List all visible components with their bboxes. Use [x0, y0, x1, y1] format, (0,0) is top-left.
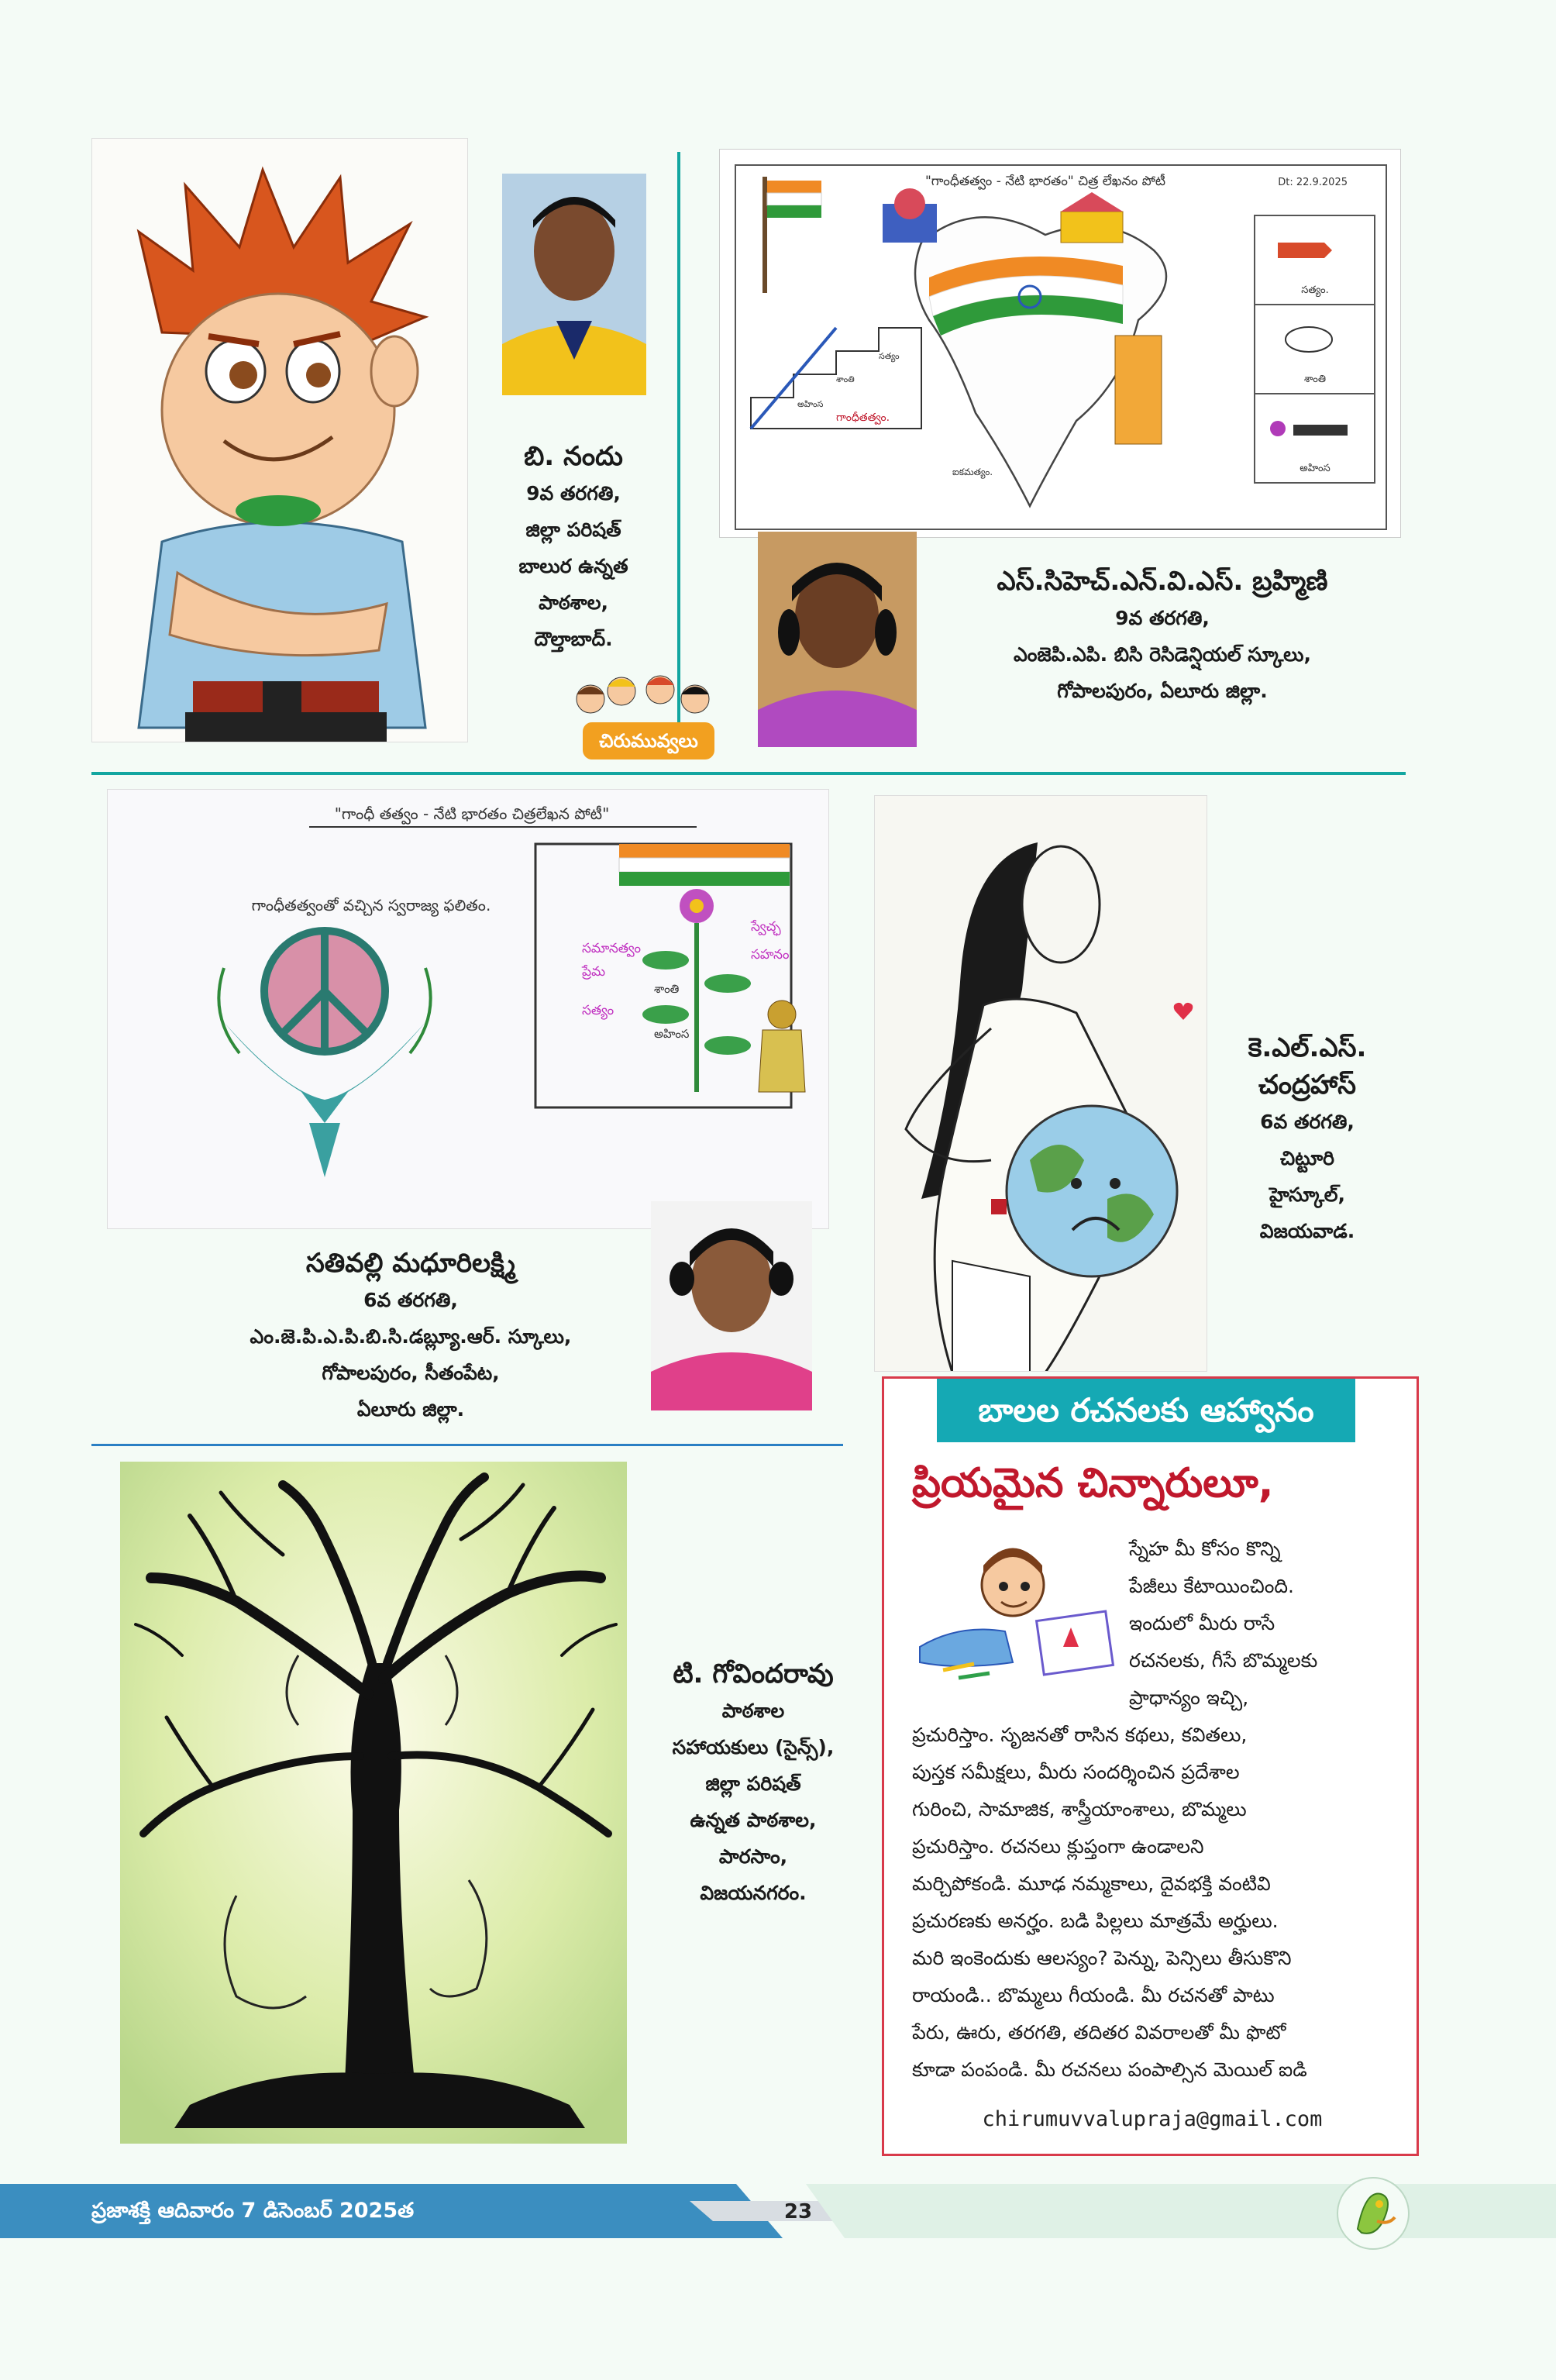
invitation-email[interactable]: chirumuvvalupraja@gmail.com — [982, 2107, 1323, 2131]
d2-sign: అహింస — [1300, 463, 1331, 474]
caption-nandu: బి. నందు 9వ తరగతి, జిల్లా పరిషత్ బాలుర ఉన్నత పాఠశాల, దౌల్తాబాద్. — [496, 438, 651, 657]
invitation-title: ప్రియమైన చిన్నారులూ, — [912, 1460, 1274, 1507]
student-name: కె.ఎల్.ఎస్. — [1248, 1032, 1367, 1063]
caption-brahmini: ఎస్.సిహెచ్.ఎన్.వి.ఎస్. బ్రహ్మిణి 9వ తరగతి, ఎంజెపి.ఎపి. బిసి రెసిడెన్షియల్ స్కూలు, గోపాలపురం, ఏలూరు జిల్లా. — [945, 563, 1379, 709]
drawing-gandhi-peace — [107, 789, 829, 1229]
d3-word: సమానత్వం — [582, 941, 641, 956]
drawing-cartoon-boy — [91, 138, 468, 742]
d3-word: స్వేచ్ఛ — [751, 919, 781, 935]
student-photo-madhuri — [651, 1201, 812, 1410]
student-photo-nandu — [502, 174, 646, 395]
section-logo — [567, 668, 722, 766]
d2-map-label: అహింస — [797, 399, 824, 409]
d2-title: "గాంధీతత్వం - నేటి భారతం" చిత్ర లేఖనం పోటీ — [924, 174, 1166, 189]
d2-map-label: ఐకమత్యం. — [952, 467, 993, 477]
page-number: 23 — [783, 2200, 813, 2223]
d2-map-label: శాంతి — [836, 374, 855, 384]
d3-word: సత్యం — [582, 1003, 614, 1018]
section-divider — [91, 1444, 843, 1446]
student-name: సతివల్లి మధూరిలక్ష్మి — [305, 1248, 516, 1279]
teacher-name: టి. గోవిందరావు — [673, 1658, 834, 1689]
d3-word: శాంతి — [654, 982, 680, 996]
drawing-tree-of-faces — [120, 1462, 627, 2144]
heart-icon — [1172, 1000, 1195, 1023]
drawing-gandhi-india-map — [719, 149, 1401, 538]
caption-madhuri: సతివల్లి మధూరిలక్ష్మి 6వ తరగతి, ఎం.జె.పి.ఎ.పి.బి.సి.డబ్ల్యూ.ఆర్. స్కూలు, గోపాలపురం, సీతంపేట, ఏలూరు జిల్లా. — [186, 1245, 635, 1428]
d2-sign: సత్యం. — [1301, 284, 1329, 296]
invitation-body-text: ప్రచురిస్తాం. సృజనతో రాసిన కథలు, కవితలు, పుస్తక సమీక్షలు, మీరు సందర్శించిన ప్రదేశాల గురించి, సామాజిక, శాస్త్రీయాంశాలు, బొమ్మలు ప్రచురిస్తాం. రచనలు క్లుప్తంగా ఉండాలని మర్చిపోకండి. మూఢ నమ్మకాలు, దైవభక్తి వంటివి ప్రచురణకు అనర్హం. బడి పిల్లలు మాత్రమే అర్హులు. మరి ఇంకెందుకు ఆలస్యం? పెన్ను, పెన్సిలు తీసుకొని రాయండి.. బొమ్మలు గీయండి. మీ రచనతో పాటు పేరు, ఊరు, తరగతి, తదితర వివరాలతో మీ ఫొటో కూడా పంపండి. మీ రచనలు పంపాల్సిన మెయిల్ ఐడి — [912, 1724, 1307, 2081]
footer-publication: ప్రజాశక్తి ఆదివారం 7 డిసెంబర్ 2025త — [91, 2199, 415, 2223]
student-name: ఎస్.సిహెచ్.ఎన్.వి.ఎస్. బ్రహ్మిణి — [997, 566, 1328, 597]
d3-subtitle: గాంధీతత్వంతో వచ్చిన స్వరాజ్య ఫలితం. — [251, 896, 491, 914]
invitation-side-text: స్నేహ మీ కోసం కొన్ని పేజీలు కేటాయించింది. ఇందులో మీరు రాసే రచనలకు, గీసే బొమ్మలకు ప్రాధాన్యం ఇచ్చి, — [1129, 1538, 1318, 1709]
caption-govindarao: టి. గోవిందరావు పాఠశాల సహాయకులు (సైన్స్), జిల్లా పరిషత్ ఉన్నత పాఠశాల, పారసాం, విజయనగరం. — [652, 1655, 854, 1911]
d2-date: Dt: 22.9.2025 — [1278, 177, 1348, 188]
student-name: బి. నందు — [524, 441, 623, 472]
invitation-box — [882, 1376, 1419, 2156]
d2-sign: శాంతి — [1303, 374, 1327, 385]
d3-title: "గాంధీ తత్వం - నేటి భారతం చిత్రలేఖన పోటీ" — [334, 804, 610, 823]
d2-map-label: గాంధీతత్వం. — [836, 412, 890, 424]
d3-word: ప్రేమ — [582, 964, 606, 980]
invitation-header: బాలల రచనలకు ఆహ్వానం — [937, 1379, 1355, 1442]
d2-map-label: సత్యం — [879, 351, 900, 361]
d3-word: సహనం — [751, 947, 790, 963]
drawing-mother-earth — [874, 795, 1207, 1372]
section-divider — [91, 772, 1406, 775]
caption-chandrahas: కె.ఎల్.ఎస్. చంద్రహాస్ 6వ తరగతి, చిట్టూరి హైస్కూల్, విజయవాడ. — [1218, 1029, 1396, 1249]
column-divider — [677, 152, 680, 749]
student-photo-brahmini — [758, 532, 917, 747]
publication-logo-icon — [1334, 2175, 1412, 2252]
d3-word: అహింస — [654, 1027, 690, 1041]
child-drawing-illustration — [912, 1531, 1118, 1683]
section-logo-label: చిరుమువ్వలు — [583, 722, 714, 759]
footer-band — [0, 2184, 1556, 2238]
kids-illustration-icon — [567, 668, 722, 722]
